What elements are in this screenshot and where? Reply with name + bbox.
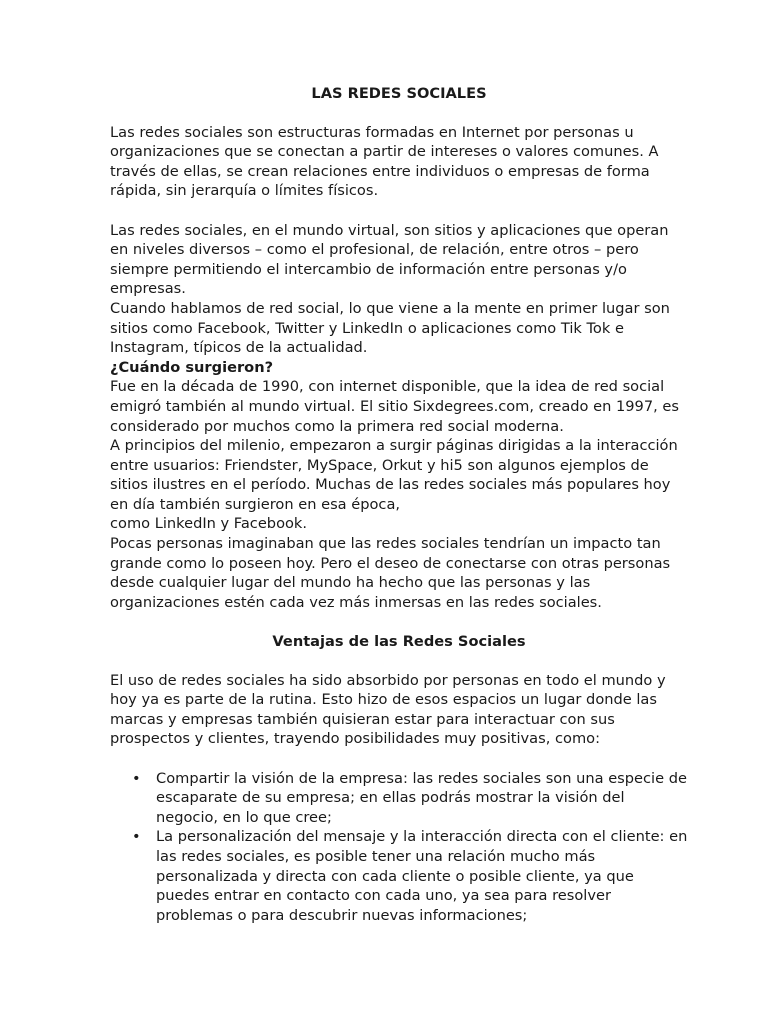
paragraph-spacer [110, 612, 688, 632]
list-item [132, 769, 688, 828]
document-title: LAS REDES SOCIALES [311, 85, 487, 102]
paragraph-millennium: A principios del milenio, empezaron a surgir páginas dirigidas a la interacción entre usuarios: Friendster, MySpace, Orkut y hi5 son algunos ejemplos de sitios ilustres en el período. Muchas de las redes sociales más populares hoy en día también surgieron en esa época, [110, 437, 678, 513]
paragraph-impact: Pocas personas imaginaban que las redes sociales tendrían un impacto tan grande como lo poseen hoy. Pero el deseo de conectarse con otras personas desde cualquier lugar del mundo ha hecho que las personas y las organizaciones estén cada vez más inmersas en las redes sociales. [110, 535, 671, 611]
paragraph-spacer [110, 201, 688, 221]
paragraph-origin: Fue en la década de 1990, con internet disponible, que la idea de red social emigró también al mundo virtual. El sitio Sixdegrees.com, creado en 1997, es considerado por muchos como la primera red social moderna. [110, 378, 679, 435]
intro-paragraph: Las redes sociales son estructuras formadas en Internet por personas u organizaciones que se conectan a partir de intereses o valores comunes. A través de ellas, se crean relaciones entre individuos o empresas de forma rápida, sin jerarquía o límites físicos. [110, 123, 659, 200]
list-item-text: La personalización del mensaje y la interacción directa con el cliente: en las redes sociales, es posible tener una relación mucho más personalizada y directa con cada cliente o posible cliente, ya que puedes entrar en contacto con cada uno, ya sea para resolver problemas o para descubrir nuevas informaciones; [156, 828, 688, 924]
advantages-list [110, 769, 688, 926]
list-item [132, 827, 688, 925]
paragraph-examples: Cuando hablamos de red social, lo que viene a la mente en primer lugar son sitios como Facebook, Twitter y LinkedIn o aplicaciones como Tik Tok e Instagram, típicos de la actualidad. [110, 299, 670, 357]
document-body [110, 84, 688, 925]
paragraph-spacer [110, 749, 688, 769]
paragraph-virtual-world: Las redes sociales, en el mundo virtual, son sitios y aplicaciones que operan en niveles diversos – como el profesional, de relación, entre otros – pero siempre permitiendo el intercambio de información entre personas y/o empresas. [110, 221, 669, 298]
paragraph-millennium-cont: como LinkedIn y Facebook. [110, 515, 308, 533]
list-item-text: Compartir la visión de la empresa: las redes sociales son una especie de escaparate de su empresa; en ellas podrás mostrar la visión del negocio, en lo que cree; [156, 769, 687, 826]
bullet-icon: • [132, 769, 141, 787]
paragraph-usage: El uso de redes sociales ha sido absorbido por personas en todo el mundo y hoy ya es parte de la rutina. Esto hizo de esos espacios un lugar donde las marcas y empresas también quisieran estar para interactuar con sus prospectos y clientes, trayendo posibilidades muy positivas, como: [110, 671, 666, 748]
subheading-when: ¿Cuándo surgieron? [110, 358, 274, 376]
bullet-icon: • [132, 828, 141, 846]
section-heading-advantages: Ventajas de las Redes Sociales [272, 633, 526, 651]
